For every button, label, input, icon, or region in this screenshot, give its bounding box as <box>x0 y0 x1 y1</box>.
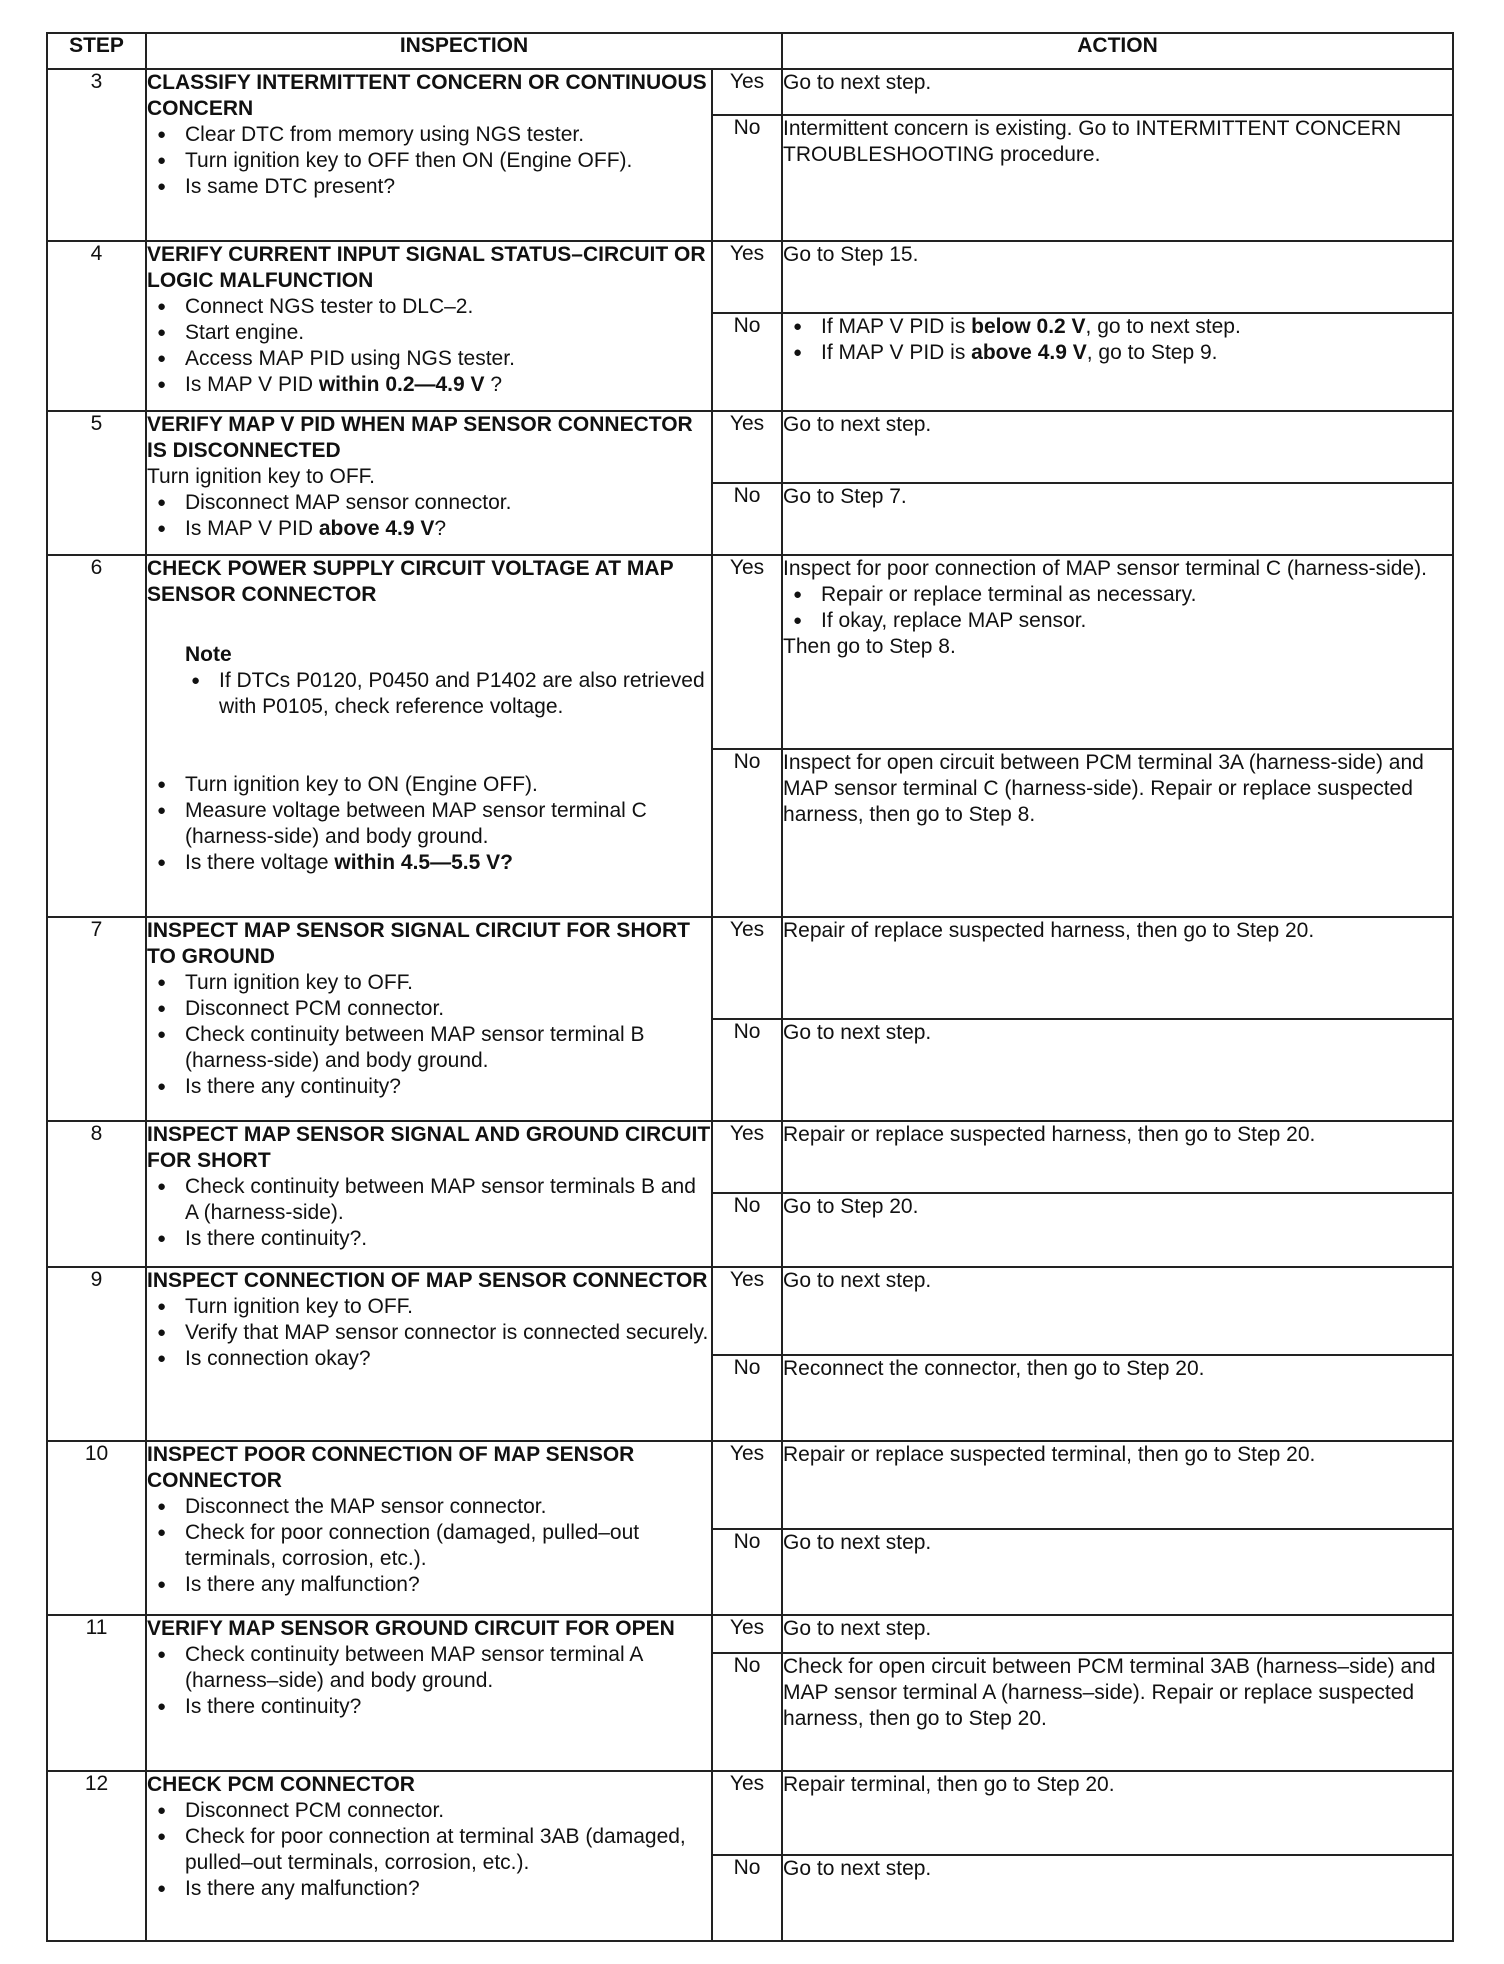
yes-action <box>782 555 1453 749</box>
action-bullets <box>783 582 1452 634</box>
yes-action: Go to next step. <box>782 1267 1453 1355</box>
bullet-item: ● Check for poor connection (damaged, pulled–out terminals, corrosion, etc.). <box>185 1520 711 1572</box>
no-label: No <box>712 1855 782 1941</box>
yes-label: Yes <box>712 411 782 483</box>
bullet-item: ● Is there continuity? <box>185 1694 711 1720</box>
inspection-title: CLASSIFY INTERMITTENT CONCERN OR CONTINUOUS CONCERN <box>147 71 707 120</box>
yes-label: Yes <box>712 1267 782 1355</box>
bullet-item: ● Check continuity between MAP sensor terminal A (harness–side) and body ground. <box>185 1642 711 1694</box>
bullet-text: Is there voltage <box>185 851 335 874</box>
no-label: No <box>712 1193 782 1267</box>
yes-label: Yes <box>712 1615 782 1653</box>
bullet-bold-text: within 0.2—4.9 V <box>318 373 485 396</box>
no-action: Go to Step 7. <box>782 483 1453 555</box>
no-action: Intermittent concern is existing. Go to INTERMITTENT CONCERN TROUBLESHOOTING procedure. <box>782 115 1453 241</box>
no-action: Inspect for open circuit between PCM terminal 3A (harness-side) and MAP sensor terminal C (harness-side). Repair or replace suspected harness, then go to Step 8. <box>782 749 1453 917</box>
inspection-title: INSPECT POOR CONNECTION OF MAP SENSOR CONNECTOR <box>147 1443 635 1492</box>
yes-action: Go to Step 15. <box>782 241 1453 313</box>
header-row <box>47 33 1453 69</box>
bullet-item: ● Disconnect the MAP sensor connector. <box>185 1494 711 1520</box>
bullet-item <box>185 516 711 542</box>
no-action <box>782 313 1453 411</box>
yes-label: Yes <box>712 1441 782 1529</box>
step-number: 3 <box>47 69 146 241</box>
inspection-cell <box>146 917 712 1121</box>
troubleshooting-table <box>46 32 1454 1942</box>
bullet-bold-text: below 0.2 V <box>971 315 1086 338</box>
no-action: Reconnect the connector, then go to Step 20. <box>782 1355 1453 1441</box>
no-action: Go to next step. <box>782 1019 1453 1121</box>
inspection-bullets <box>147 1642 711 1720</box>
bullet-item: ● Is there any malfunction? <box>185 1572 711 1598</box>
inspection-cell <box>146 1267 712 1441</box>
inspection-bullets <box>147 772 711 876</box>
table-row <box>47 241 1453 313</box>
no-action: Go to Step 20. <box>782 1193 1453 1267</box>
yes-label: Yes <box>712 241 782 313</box>
inspection-bullets <box>147 490 711 542</box>
action-header: ACTION <box>782 33 1453 69</box>
inspection-cell <box>146 69 712 241</box>
no-action: Check for open circuit between PCM terminal 3AB (harness–side) and MAP sensor terminal A (harness–side). Repair or replace suspected harness, then go to Step 20. <box>782 1653 1453 1771</box>
bullet-bold-text: above 4.9 V <box>318 517 435 540</box>
step-number: 9 <box>47 1267 146 1441</box>
no-label: No <box>712 1355 782 1441</box>
table-row <box>47 411 1453 483</box>
bullet-item: ● Disconnect MAP sensor connector. <box>185 490 711 516</box>
no-label: No <box>712 1019 782 1121</box>
inspection-title: VERIFY CURRENT INPUT SIGNAL STATUS–CIRCUIT OR LOGIC MALFUNCTION <box>147 243 706 292</box>
inspection-cell <box>146 1121 712 1267</box>
no-action: Go to next step. <box>782 1855 1453 1941</box>
no-label: No <box>712 749 782 917</box>
bullet-text: Is MAP V PID <box>185 517 319 540</box>
inspection-bullets <box>147 294 711 398</box>
bullet-item: ● Turn ignition key to ON (Engine OFF). <box>185 772 711 798</box>
bullet-item <box>821 340 1452 366</box>
inspection-cell <box>146 411 712 555</box>
inspection-bullets <box>147 1294 711 1372</box>
inspection-cell <box>146 1615 712 1771</box>
yes-action: Repair or replace suspected harness, then go to Step 20. <box>782 1121 1453 1193</box>
no-label: No <box>712 1653 782 1771</box>
bullet-item: ● Start engine. <box>185 320 711 346</box>
action-text: Then go to Step 8. <box>783 635 956 658</box>
inspection-title: INSPECT MAP SENSOR SIGNAL AND GROUND CIRCUIT FOR SHORT <box>147 1123 711 1172</box>
inspection-title: CHECK POWER SUPPLY CIRCUIT VOLTAGE AT MAP SENSOR CONNECTOR <box>147 557 674 606</box>
yes-action: Go to next step. <box>782 411 1453 483</box>
bullet-item: ● Is there continuity?. <box>185 1226 711 1252</box>
bullet-text: , go to Step 9. <box>1086 341 1218 364</box>
no-label: No <box>712 115 782 241</box>
no-action: Go to next step. <box>782 1529 1453 1615</box>
yes-label: Yes <box>712 1771 782 1855</box>
step-number: 4 <box>47 241 146 411</box>
inspection-bullets <box>147 1174 711 1252</box>
inspection-bullets <box>147 970 711 1100</box>
bullet-item: ● Check continuity between MAP sensor terminal B (harness-side) and body ground. <box>185 1022 711 1074</box>
bullet-item: ● If okay, replace MAP sensor. <box>821 608 1452 634</box>
yes-action: Go to next step. <box>782 1615 1453 1653</box>
inspection-bullets <box>147 1798 711 1902</box>
bullet-item <box>821 314 1452 340</box>
step-number: 6 <box>47 555 146 917</box>
inspection-title: VERIFY MAP SENSOR GROUND CIRCUIT FOR OPEN <box>147 1617 675 1640</box>
inspection-cell <box>146 555 712 917</box>
table-row <box>47 1615 1453 1653</box>
yes-action: Repair of replace suspected harness, then go to Step 20. <box>782 917 1453 1019</box>
action-text: Inspect for poor connection of MAP sensor terminal C (harness-side). <box>783 557 1427 580</box>
no-label: No <box>712 313 782 411</box>
note-label: Note <box>185 643 232 666</box>
bullet-text: If MAP V PID is <box>821 341 972 364</box>
step-number: 8 <box>47 1121 146 1267</box>
table-row <box>47 1267 1453 1355</box>
bullet-item: ● Connect NGS tester to DLC–2. <box>185 294 711 320</box>
bullet-item: ● Access MAP PID using NGS tester. <box>185 346 711 372</box>
bullet-item: ● Is there any malfunction? <box>185 1876 711 1902</box>
table-row <box>47 1441 1453 1529</box>
inspection-title: CHECK PCM CONNECTOR <box>147 1773 415 1796</box>
inspection-title: INSPECT CONNECTION OF MAP SENSOR CONNECTOR <box>147 1269 708 1292</box>
bullet-text: ? <box>434 517 447 540</box>
table-row <box>47 1121 1453 1193</box>
note-bullets <box>147 668 711 720</box>
yes-label: Yes <box>712 555 782 749</box>
bullet-item: ● Turn ignition key to OFF. <box>185 970 711 996</box>
yes-label: Yes <box>712 1121 782 1193</box>
inspection-bullets <box>147 1494 711 1598</box>
action-bullets <box>783 314 1452 366</box>
note-bullet: ● If DTCs P0120, P0450 and P1402 are also retrieved with P0105, check reference voltage. <box>219 668 711 720</box>
bullet-item: ● Disconnect PCM connector. <box>185 996 711 1022</box>
table-row <box>47 1771 1453 1855</box>
bullet-item: ● Clear DTC from memory using NGS tester. <box>185 122 711 148</box>
bullet-item: ● Turn ignition key to OFF. <box>185 1294 711 1320</box>
bullet-text: If MAP V PID is <box>821 315 972 338</box>
bullet-item <box>185 850 711 876</box>
inspection-bullets <box>147 122 711 200</box>
bullet-item: ● Is connection okay? <box>185 1346 711 1372</box>
inspection-header: INSPECTION <box>146 33 782 69</box>
bullet-text: , go to next step. <box>1085 315 1241 338</box>
inspection-cell <box>146 1441 712 1615</box>
bullet-item: ● Check for poor connection at terminal 3AB (damaged, pulled–out terminals, corrosion, etc.). <box>185 1824 711 1876</box>
bullet-text: Is MAP V PID <box>185 373 319 396</box>
bullet-item: ● Repair or replace terminal as necessary. <box>821 582 1452 608</box>
no-label: No <box>712 1529 782 1615</box>
inspection-text: Turn ignition key to OFF. <box>147 465 375 488</box>
inspection-title: VERIFY MAP V PID WHEN MAP SENSOR CONNECTOR IS DISCONNECTED <box>147 413 693 462</box>
no-label: No <box>712 483 782 555</box>
table-row <box>47 917 1453 1019</box>
step-number: 12 <box>47 1771 146 1941</box>
bullet-item: ● Turn ignition key to OFF then ON (Engine OFF). <box>185 148 711 174</box>
bullet-item: ● Measure voltage between MAP sensor terminal C (harness-side) and body ground. <box>185 798 711 850</box>
yes-action: Repair or replace suspected terminal, then go to Step 20. <box>782 1441 1453 1529</box>
bullet-bold-text: above 4.9 V <box>971 341 1087 364</box>
yes-label: Yes <box>712 69 782 115</box>
bullet-item: ● Disconnect PCM connector. <box>185 1798 711 1824</box>
inspection-cell <box>146 1771 712 1941</box>
yes-action: Go to next step. <box>782 69 1453 115</box>
bullet-item: ● Verify that MAP sensor connector is connected securely. <box>185 1320 711 1346</box>
bullet-text: ? <box>484 373 503 396</box>
bullet-bold-text: within 4.5—5.5 V? <box>334 851 513 874</box>
bullet-item: ● Is there any continuity? <box>185 1074 711 1100</box>
bullet-item: ● Check continuity between MAP sensor terminals B and A (harness-side). <box>185 1174 711 1226</box>
yes-label: Yes <box>712 917 782 1019</box>
step-header: STEP <box>47 33 146 69</box>
troubleshooting-table-page <box>46 32 1452 1942</box>
step-number: 11 <box>47 1615 146 1771</box>
step-number: 10 <box>47 1441 146 1615</box>
table-row <box>47 555 1453 749</box>
table-row <box>47 69 1453 115</box>
yes-action: Repair terminal, then go to Step 20. <box>782 1771 1453 1855</box>
step-number: 5 <box>47 411 146 555</box>
inspection-cell <box>146 241 712 411</box>
inspection-title: INSPECT MAP SENSOR SIGNAL CIRCIUT FOR SHORT TO GROUND <box>147 919 690 968</box>
bullet-item: ● Is same DTC present? <box>185 174 711 200</box>
step-number: 7 <box>47 917 146 1121</box>
bullet-item <box>185 372 711 398</box>
